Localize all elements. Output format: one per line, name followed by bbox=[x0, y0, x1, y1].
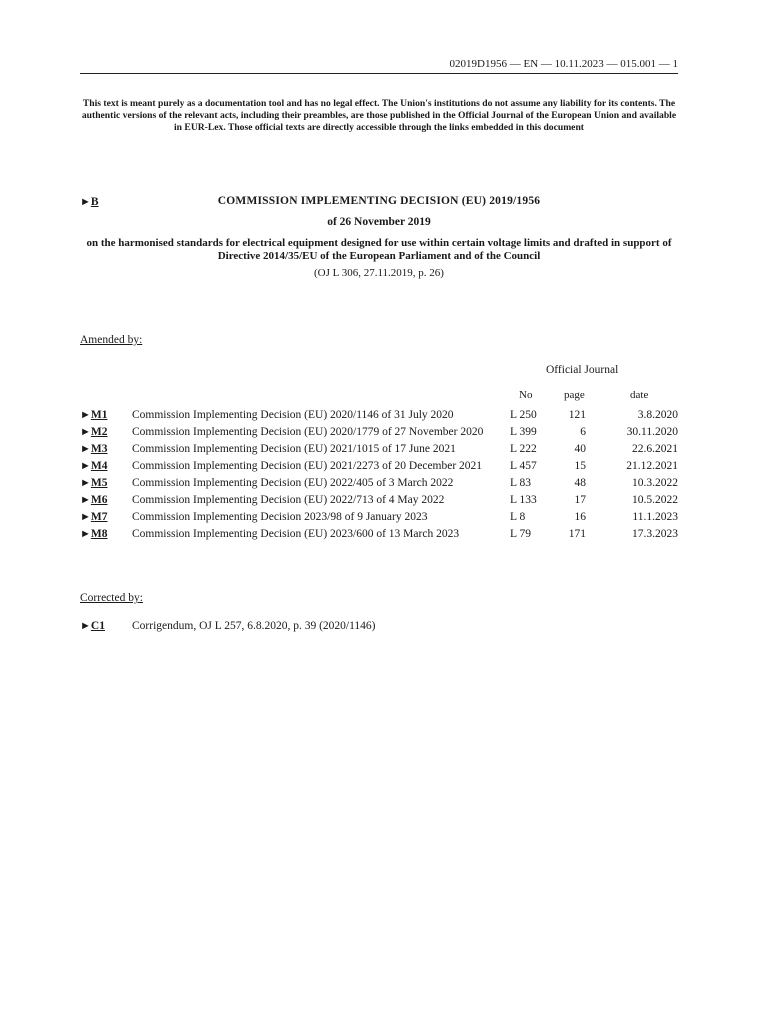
amendment-row bbox=[80, 460, 678, 477]
amendment-marker[interactable] bbox=[80, 494, 132, 511]
amendment-oj-page: 171 bbox=[568, 528, 586, 540]
amendment-description: Commission Implementing Decision (EU) 2020/1779 of 27 November 2020 bbox=[132, 426, 484, 438]
amendment-oj-page: 17 bbox=[574, 494, 586, 506]
amendment-description: Commission Implementing Decision (EU) 2023/600 of 13 March 2023 bbox=[132, 528, 460, 540]
amendment-oj-page: 6 bbox=[580, 426, 586, 438]
amendment-marker[interactable] bbox=[80, 528, 132, 545]
act-oj-reference: (OJ L 306, 27.11.2019, p. 26) bbox=[314, 267, 444, 279]
amendment-marker[interactable] bbox=[80, 426, 132, 443]
amendment-oj-date: 10.5.2022 bbox=[632, 494, 678, 506]
amendment-oj-page: 16 bbox=[574, 511, 586, 523]
amendment-oj-number: L 250 bbox=[510, 409, 537, 421]
arrow-right-icon: ► bbox=[80, 196, 91, 208]
correction-marker[interactable] bbox=[80, 620, 105, 632]
amendment-oj-number: L 83 bbox=[510, 477, 531, 489]
corrected-by-label: Corrected by: bbox=[80, 592, 143, 604]
amended-by-label: Amended by: bbox=[80, 334, 143, 346]
amendment-link[interactable]: M7 bbox=[90, 511, 108, 523]
act-title-block bbox=[80, 195, 678, 279]
amendment-oj-number: L 133 bbox=[510, 494, 537, 506]
amendment-oj-page: 15 bbox=[574, 460, 586, 472]
amendment-oj-number: L 79 bbox=[510, 528, 531, 540]
amendment-marker[interactable] bbox=[80, 511, 132, 528]
amendment-oj-number: L 457 bbox=[510, 460, 537, 472]
column-header-date: date bbox=[630, 389, 649, 401]
amendment-description: Commission Implementing Decision (EU) 2020/1146 of 31 July 2020 bbox=[132, 409, 454, 421]
amendment-marker[interactable] bbox=[80, 477, 132, 494]
amendment-oj-date: 30.11.2020 bbox=[626, 426, 678, 438]
amendment-oj-number: L 8 bbox=[510, 511, 526, 523]
amendment-oj-number: L 399 bbox=[510, 426, 537, 438]
amendment-oj-date: 21.12.2021 bbox=[626, 460, 678, 472]
amendments-table bbox=[80, 409, 678, 545]
document-header bbox=[80, 58, 678, 74]
official-journal-header: Official Journal bbox=[546, 364, 619, 376]
amendment-oj-date: 22.6.2021 bbox=[632, 443, 678, 455]
amendment-row bbox=[80, 528, 678, 545]
act-title: COMMISSION IMPLEMENTING DECISION (EU) 2019/1956 bbox=[217, 195, 541, 207]
amendment-row bbox=[80, 494, 678, 511]
act-date: of 26 November 2019 bbox=[327, 216, 431, 228]
arrow-right-icon: ► bbox=[80, 494, 91, 506]
correction-description: Corrigendum, OJ L 257, 6.8.2020, p. 39 (2020/1146) bbox=[132, 620, 376, 632]
arrow-right-icon: ► bbox=[80, 477, 91, 489]
arrow-right-icon: ► bbox=[80, 511, 91, 523]
amendment-link[interactable]: M5 bbox=[90, 477, 108, 489]
act-subtitle: on the harmonised standards for electrical equipment designed for use within certain voltage limits and drafted in support of Directive 2014/35/EU of the European Parliament and of the Council bbox=[86, 237, 672, 262]
column-header-page: page bbox=[564, 389, 585, 401]
amendment-link[interactable]: M2 bbox=[90, 426, 108, 438]
arrow-right-icon: ► bbox=[80, 460, 91, 472]
amendment-oj-date: 10.3.2022 bbox=[632, 477, 678, 489]
amendment-marker[interactable] bbox=[80, 460, 132, 477]
base-act-link[interactable]: B bbox=[90, 196, 99, 208]
arrow-right-icon: ► bbox=[80, 528, 91, 540]
amendment-row bbox=[80, 443, 678, 460]
amendment-row bbox=[80, 477, 678, 494]
amendment-description: Commission Implementing Decision (EU) 2021/1015 of 17 June 2021 bbox=[132, 443, 456, 455]
arrow-right-icon: ► bbox=[80, 426, 91, 438]
amendment-oj-page: 48 bbox=[574, 477, 586, 489]
amendment-marker[interactable] bbox=[80, 409, 132, 426]
arrow-right-icon: ► bbox=[80, 443, 91, 455]
arrow-right-icon: ► bbox=[80, 409, 91, 421]
disclaimer-text: This text is meant purely as a documentation tool and has no legal effect. The Union's institutions do not assume any liability for its contents. The authentic versions of the relevant acts, including their preambles, are those published in the Official Journal of the European Union and available in EUR-Lex. Those official texts are directly accessible through the links embedded in this document bbox=[81, 98, 677, 133]
amendment-oj-page: 40 bbox=[574, 443, 586, 455]
amendment-row bbox=[80, 409, 678, 426]
correction-link[interactable]: C1 bbox=[90, 620, 105, 632]
column-header-no: No bbox=[519, 389, 533, 401]
amendment-oj-date: 11.1.2023 bbox=[632, 511, 678, 523]
amendment-description: Commission Implementing Decision (EU) 2022/713 of 4 May 2022 bbox=[132, 494, 445, 506]
amendment-oj-date: 17.3.2023 bbox=[632, 528, 678, 540]
amendment-link[interactable]: M1 bbox=[90, 409, 108, 421]
amendment-marker[interactable] bbox=[80, 443, 132, 460]
amendment-link[interactable]: M6 bbox=[90, 494, 108, 506]
amendment-oj-page: 121 bbox=[568, 409, 586, 421]
amendment-oj-date: 3.8.2020 bbox=[637, 409, 678, 421]
correction-row bbox=[80, 620, 678, 632]
document-reference: 02019D1956 — EN — 10.11.2023 — 015.001 — 1 bbox=[449, 58, 678, 70]
amendment-description: Commission Implementing Decision 2023/98 of 9 January 2023 bbox=[132, 511, 428, 523]
amendment-row bbox=[80, 511, 678, 528]
amendment-link[interactable]: M3 bbox=[90, 443, 108, 455]
amendment-row bbox=[80, 426, 678, 443]
arrow-right-icon: ► bbox=[80, 620, 91, 632]
amendment-description: Commission Implementing Decision (EU) 2021/2273 of 20 December 2021 bbox=[132, 460, 483, 472]
amendment-link[interactable]: M8 bbox=[90, 528, 108, 540]
amendment-link[interactable]: M4 bbox=[90, 460, 108, 472]
amendment-description: Commission Implementing Decision (EU) 2022/405 of 3 March 2022 bbox=[132, 477, 454, 489]
amendment-oj-number: L 222 bbox=[510, 443, 537, 455]
